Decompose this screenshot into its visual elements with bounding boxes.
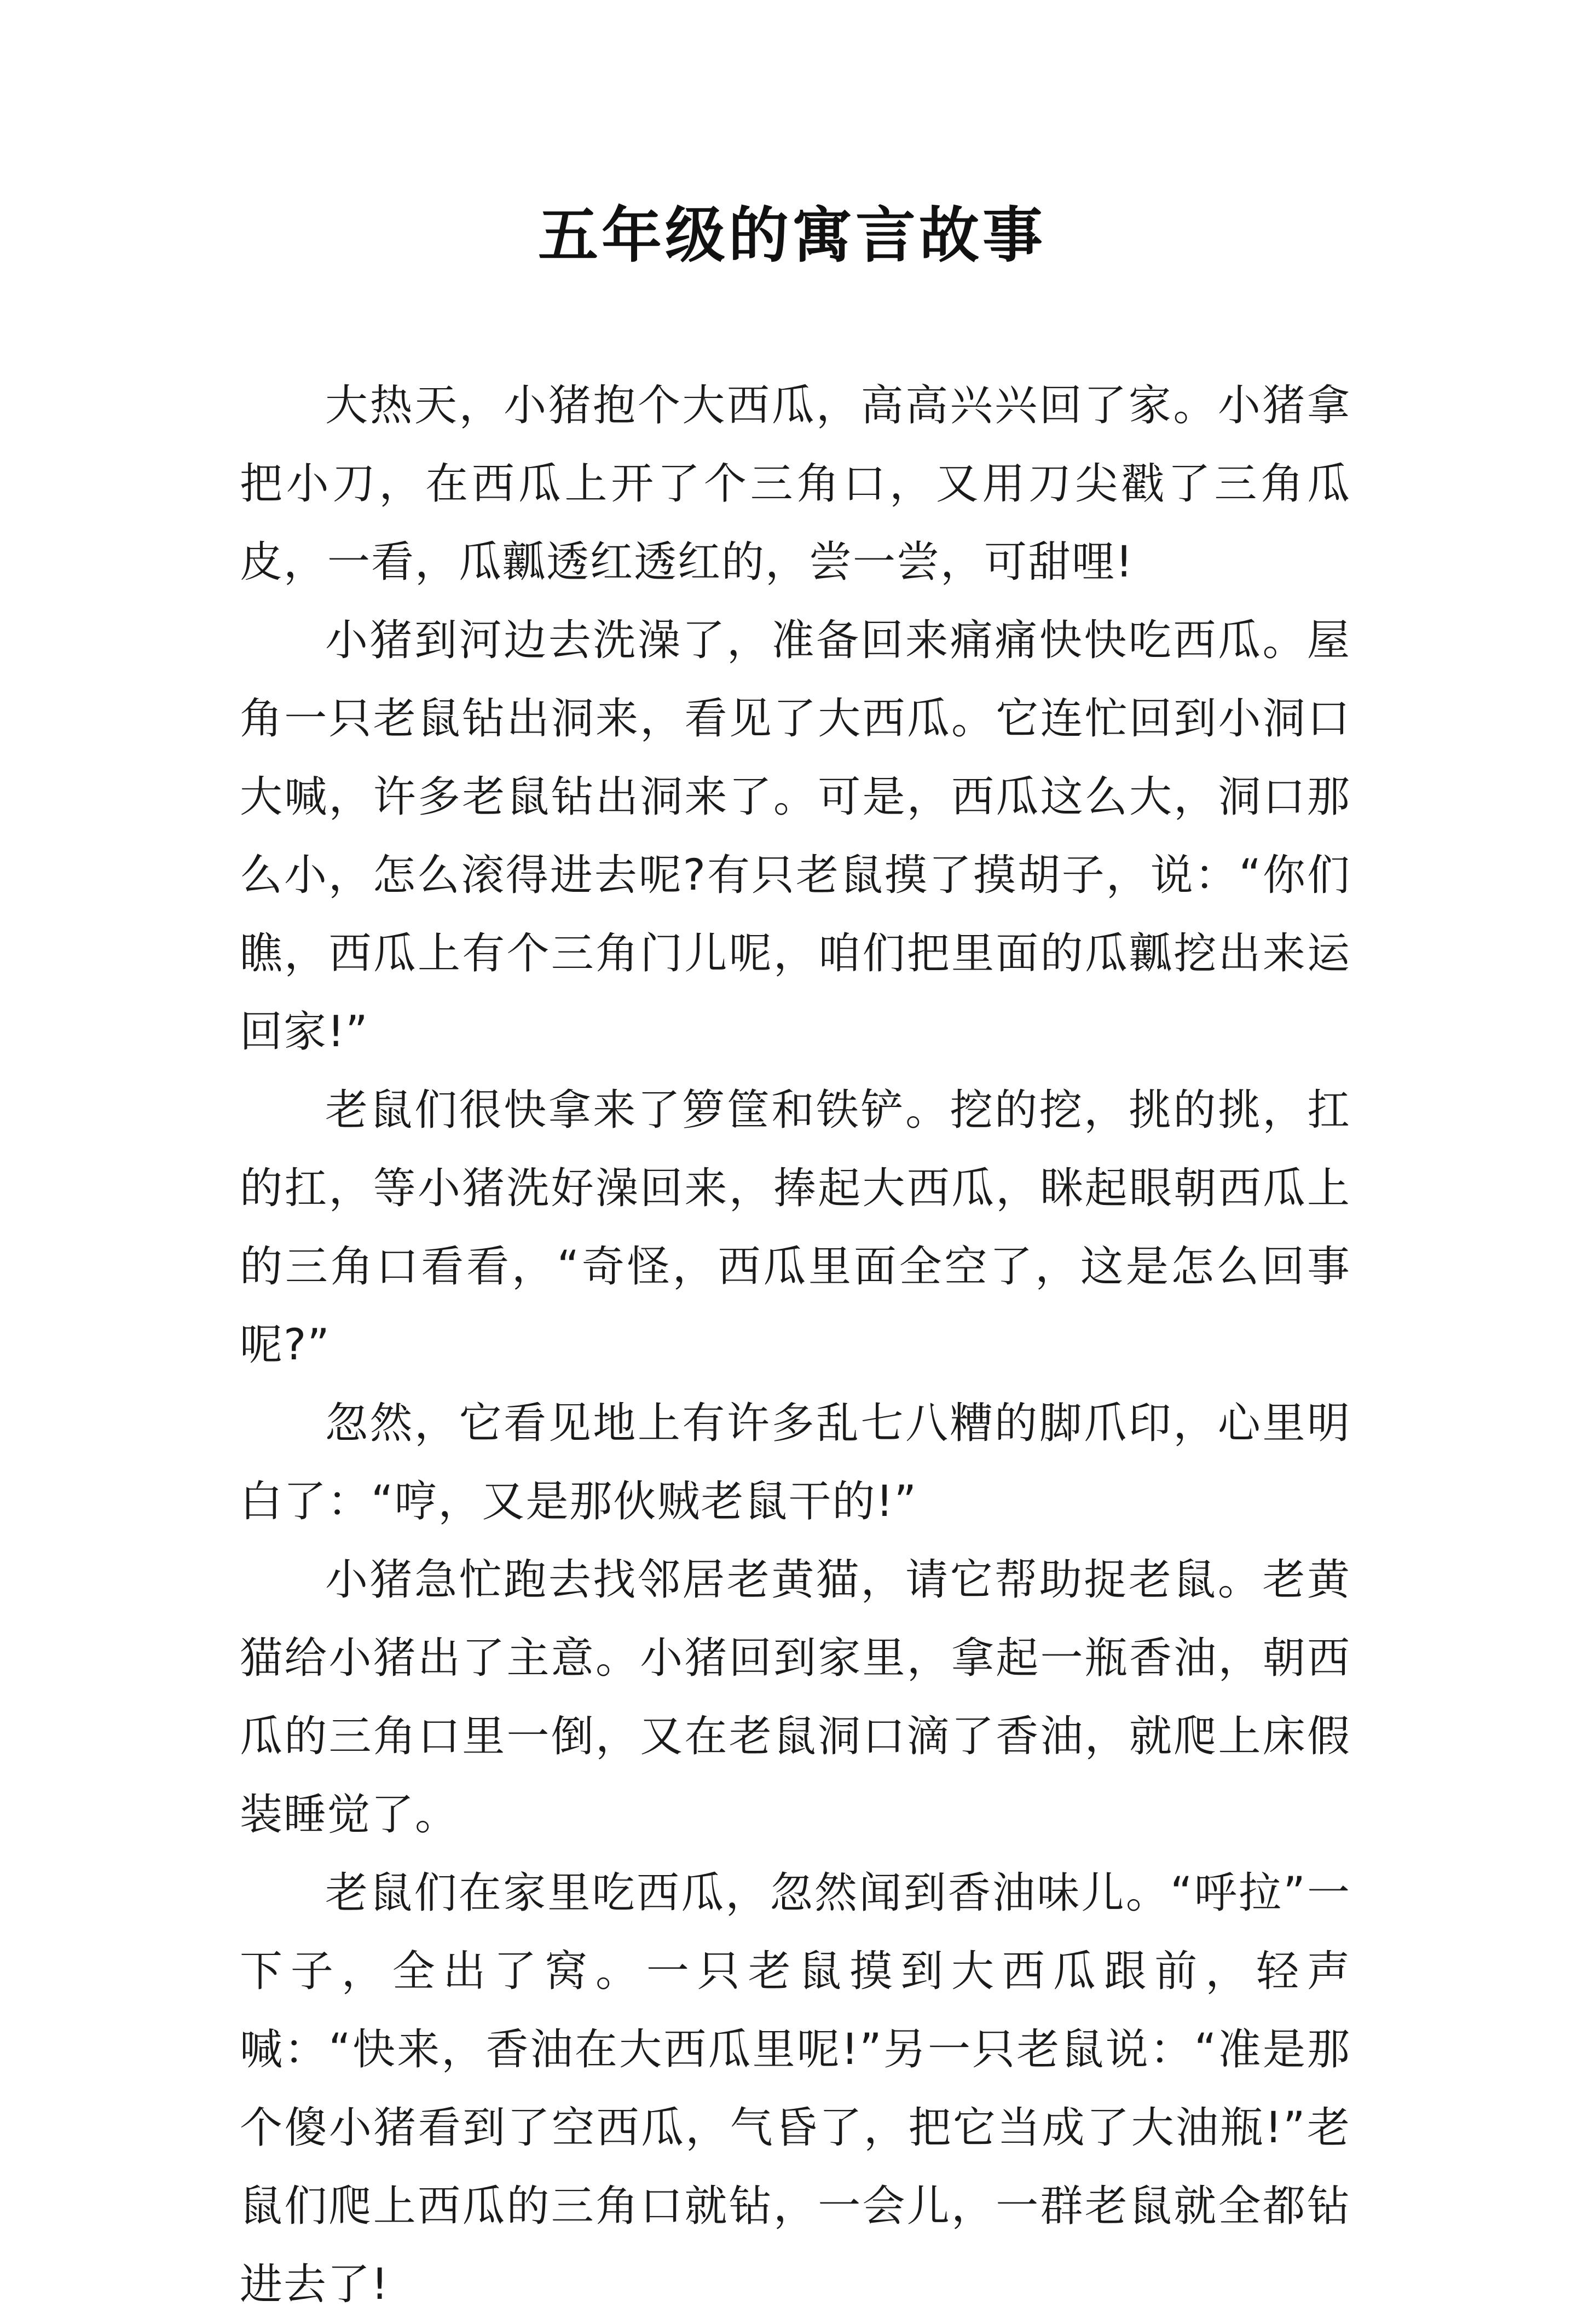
paragraph: 大热天，小猪抱个大西瓜，高高兴兴回了家。小猪拿把小刀，在西瓜上开了个三角口，又用刀尖戳了三角瓜皮，一看，瓜瓤透红透红的，尝一尝，可甜哩! <box>240 381 1351 587</box>
paragraph: 小猪到河边去洗澡了，准备回来痛痛快快吃西瓜。屋角一只老鼠钻出洞来，看见了大西瓜。它连忙回到小洞口大喊，许多老鼠钻出洞来了。可是，西瓜这么大，洞口那么小，怎么滚得进去呢?有只老鼠摸了摸胡子，说：“你们瞧，西瓜上有个三角门儿呢，咱们把里面的瓜瓤挖出来运回家!” <box>240 616 1351 1057</box>
paragraph: 小猪急忙跑去找邻居老黄猫，请它帮助捉老鼠。老黄猫给小猪出了主意。小猪回到家里，拿起一瓶香油，朝西瓜的三角口里一倒，又在老鼠洞口滴了香油，就爬上床假装睡觉了。 <box>240 1555 1351 1839</box>
document-body <box>240 367 1351 2324</box>
paragraph: 老鼠们很快拿来了箩筐和铁铲。挖的挖，挑的挑，扛的扛，等小猪洗好澡回来，捧起大西瓜，眯起眼朝西瓜上的三角口看看，“奇怪，西瓜里面全空了，这是怎么回事呢?” <box>240 1086 1351 1370</box>
paragraph: 老鼠们在家里吃西瓜，忽然闻到香油味儿。“呼拉”一下子，全出了窝。一只老鼠摸到大西瓜跟前，轻声喊：“快来，香油在大西瓜里呢!”另一只老鼠说：“准是那个傻小猪看到了空西瓜，气昏了，把它当成了大油瓶!”老鼠们爬上西瓜的三角口就钻，一会儿，一群老鼠就全都钻进去了! <box>240 1869 1351 2309</box>
paragraph: 忽然，它看见地上有许多乱七八糟的脚爪印，心里明白了：“哼，又是那伙贼老鼠干的!” <box>240 1399 1351 1526</box>
document-title: 五年级的寓言故事 <box>538 200 1046 270</box>
